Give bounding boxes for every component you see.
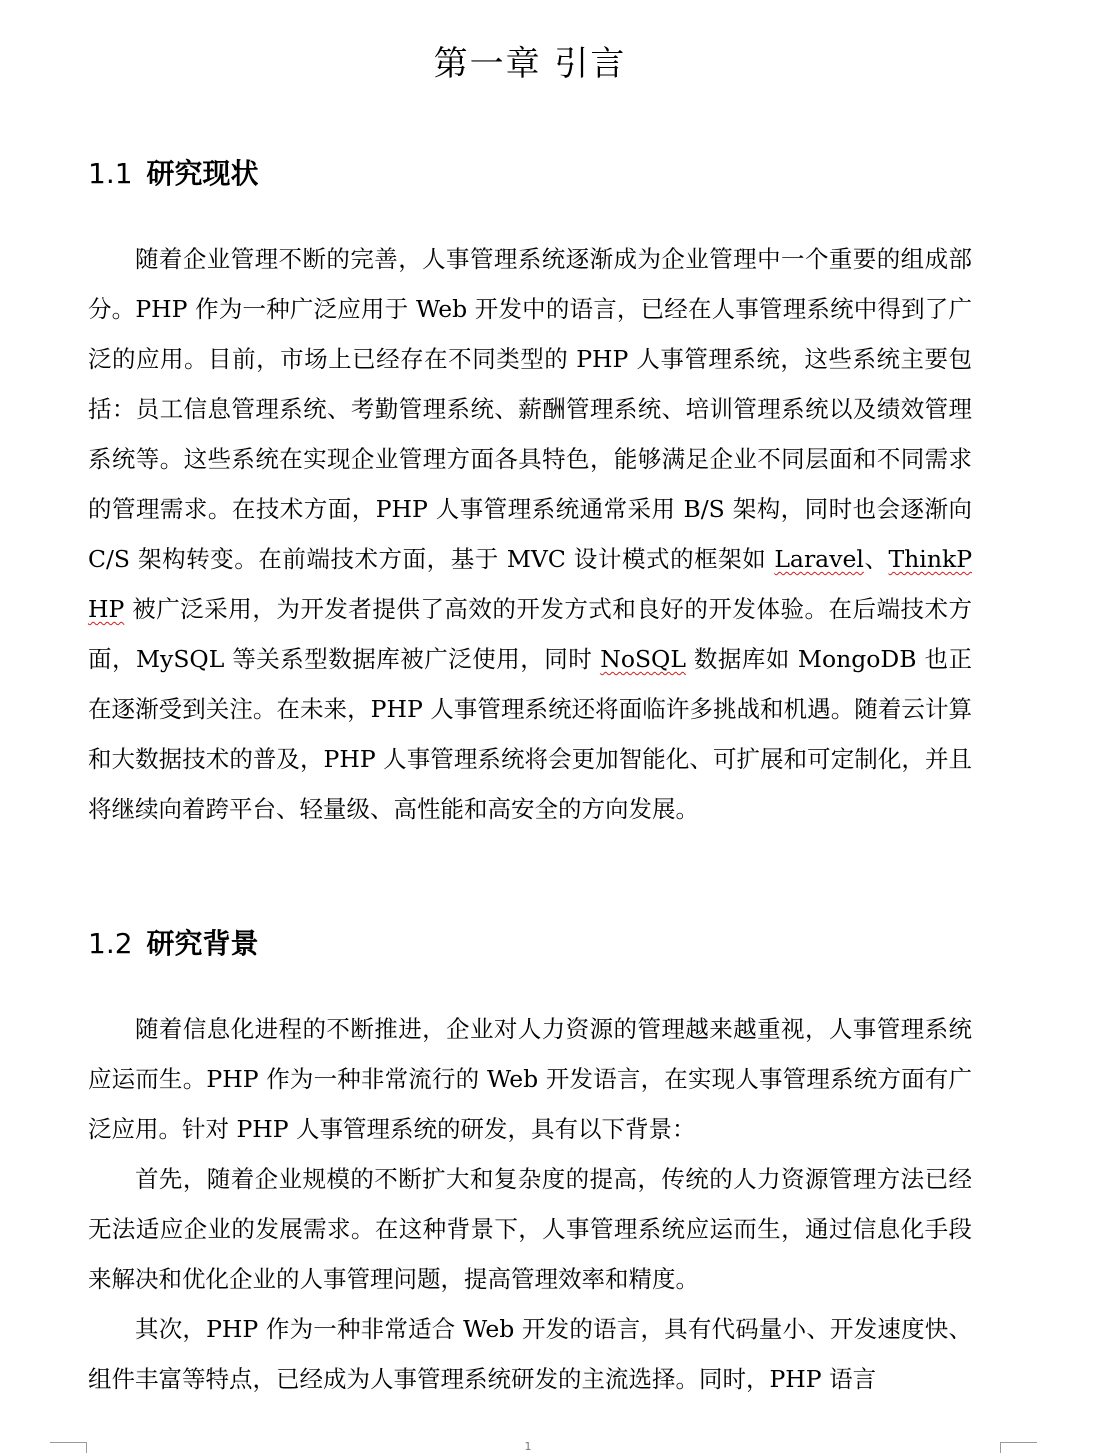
page-number: 1 xyxy=(524,1440,532,1453)
spellcheck-word-laravel: Laravel xyxy=(774,545,864,573)
paragraph-text: 被广泛采用，为开发者提供了高效的开发方式和良好的开发体验。在后端技术方面，MySQL 等关系型数据库被广泛使用，同时 xyxy=(88,595,972,673)
paragraph-background-intro: 随着信息化进程的不断推进，企业对人力资源的管理越来越重视，人事管理系统应运而生。PHP 作为一种非常流行的 Web 开发语言，在实现人事管理系统方面有广泛应用。针对 PHP 人事管理系统的研发，具有以下背景： xyxy=(88,1015,972,1143)
paragraph-text: 随着企业管理不断的完善，人事管理系统逐渐成为企业管理中一个重要的组成部分。PHP 作为一种广泛应用于 Web 开发中的语言，已经在人事管理系统中得到了广泛的应用。目前，市场上已经存在不同类型的 PHP 人事管理系统，这些系统主要包括：员工信息管理系统、考勤管理系统、薪酬管理系统、培训管理系统以及绩效管理系统等。这些系统在实现企业管理方面各具特色，能够满足企业不同层面和不同需求的管理需求。在技术方面，PHP 人事管理系统通常采用 B/S 架构，同时也会逐渐向 C/S 架构转变。在前端技术方面，基于 MVC 设计模式的框架如 xyxy=(88,245,972,573)
paragraph-text: 、 xyxy=(863,545,889,573)
spellcheck-word-thinkphp: ThinkPHP xyxy=(88,545,973,623)
spellcheck-word-nosql: NoSQL xyxy=(600,645,686,673)
chapter-title: 第一章 引言 xyxy=(433,44,627,84)
paragraph-background-second: 其次，PHP 作为一种非常适合 Web 开发的语言，具有代码量小、开发速度快、组件丰富等特点，已经成为人事管理系统研发的主流选择。同时，PHP 语言 xyxy=(88,1315,972,1393)
paragraph-research-status xyxy=(88,234,972,834)
page-corner-mark-right xyxy=(1000,1442,1037,1453)
section-heading-1-2 xyxy=(88,924,259,964)
section-heading-1-1 xyxy=(88,154,259,194)
section-number: 1.2 xyxy=(88,927,133,960)
page-corner-mark-left xyxy=(50,1442,87,1453)
paragraph-text: 数据库如 MongoDB 也正在逐渐受到关注。在未来，PHP 人事管理系统还将面临许多挑战和机遇。随着云计算和大数据技术的普及，PHP 人事管理系统将会更加智能化、可扩展和可定制化，并且将继续向着跨平台、轻量级、高性能和高安全的方向发展。 xyxy=(88,645,972,823)
section-number: 1.1 xyxy=(88,157,133,190)
paragraph-background-first: 首先，随着企业规模的不断扩大和复杂度的提高，传统的人力资源管理方法已经无法适应企业的发展需求。在这种背景下，人事管理系统应运而生，通过信息化手段来解决和优化企业的人事管理问题，提高管理效率和精度。 xyxy=(88,1165,972,1293)
section-title: 研究背景 xyxy=(146,927,259,960)
section-title: 研究现状 xyxy=(146,157,259,190)
